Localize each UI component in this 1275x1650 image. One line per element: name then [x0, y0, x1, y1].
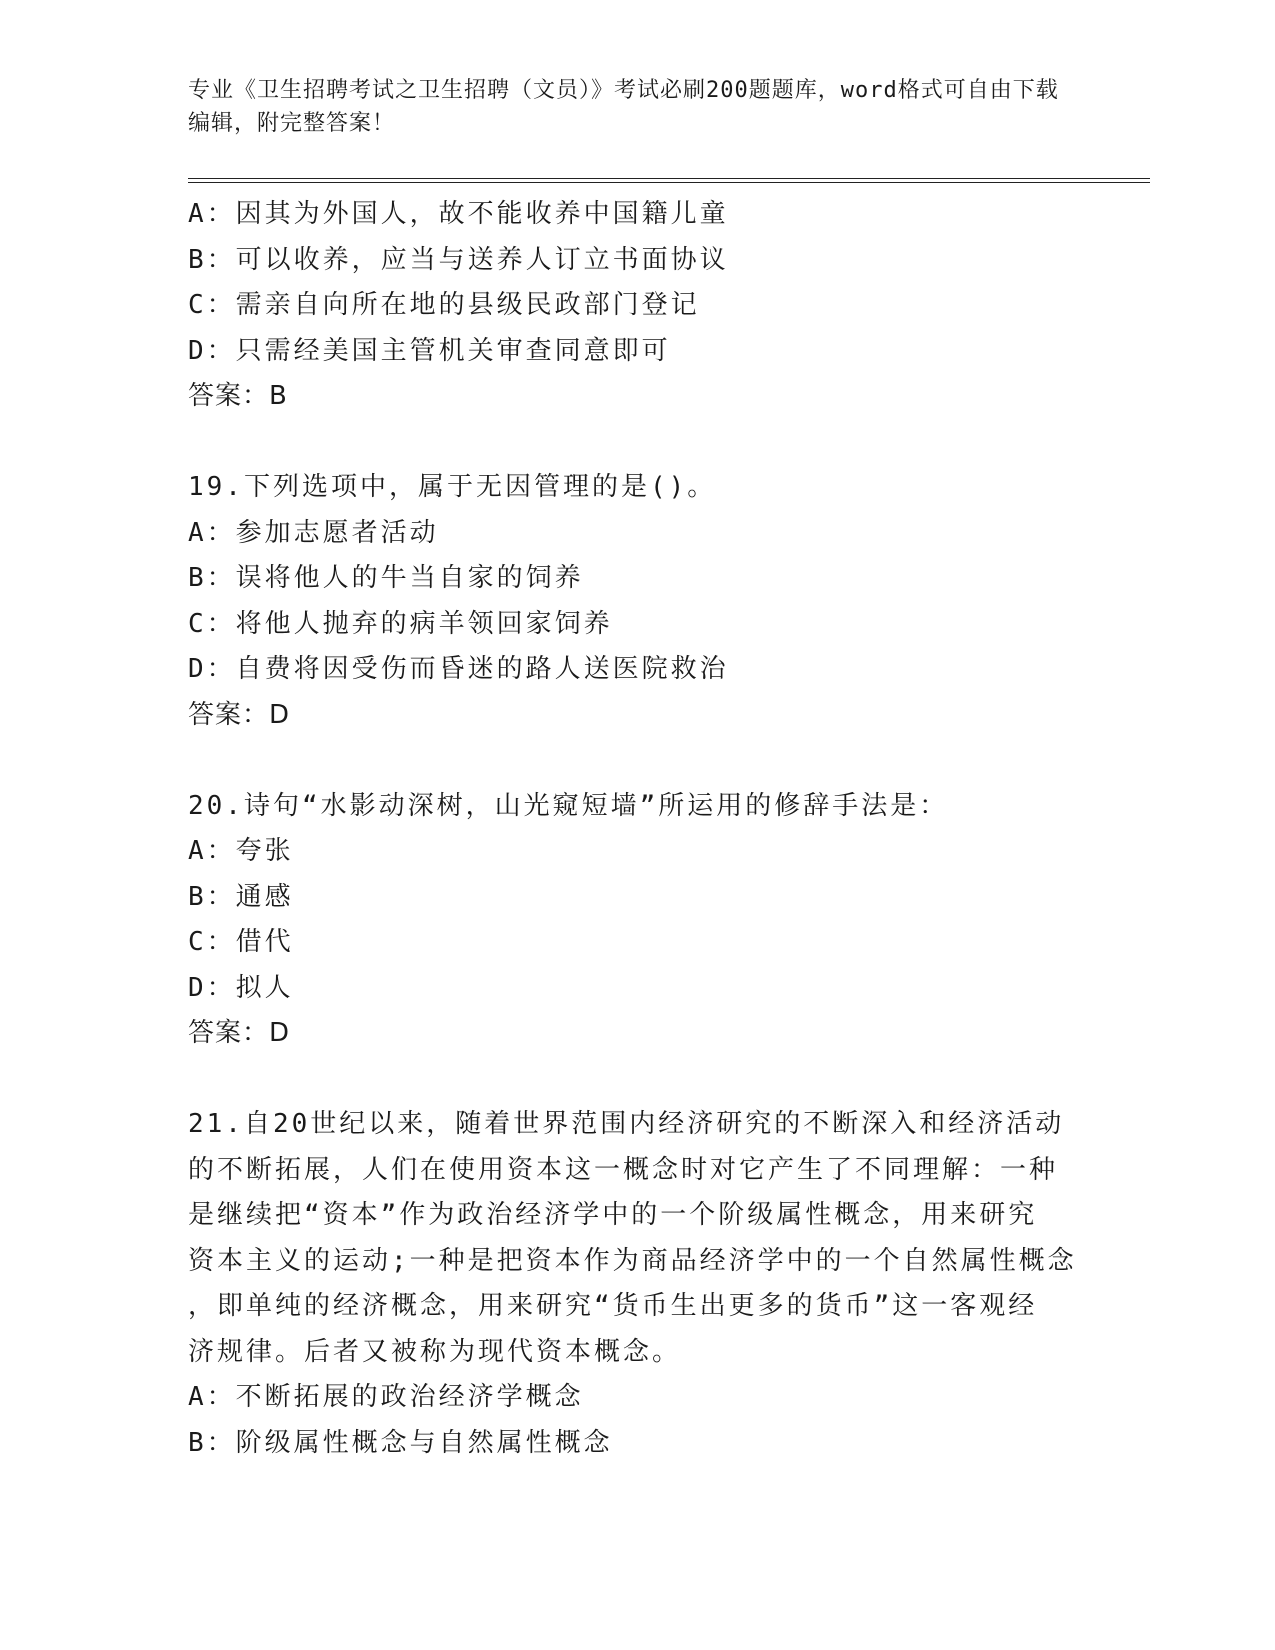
option-a: A：因其为外国人，故不能收养中国籍儿童 [188, 199, 729, 229]
question-content [188, 192, 1078, 1466]
answer: 答案：D [188, 699, 291, 730]
option-d: D：自费将因受伤而昏迷的路人送医院救治 [188, 654, 729, 684]
header-rule-top [188, 178, 1150, 179]
question-stem-line: 济规律。后者又被称为现代资本概念。 [188, 1336, 682, 1367]
question-18 [188, 192, 1078, 420]
option-c: C：需亲自向所在地的县级民政部门登记 [188, 290, 700, 320]
question-20 [188, 784, 1078, 1057]
spacer [188, 738, 1078, 784]
question-21 [188, 1102, 1078, 1466]
option-d: D：拟人 [188, 972, 294, 1003]
option-a: A：参加志愿者活动 [188, 517, 439, 548]
question-stem: 19.下列选项中，属于无因管理的是()。 [188, 472, 717, 502]
option-a: A：不断拓展的政治经济学概念 [188, 1382, 584, 1412]
spacer [188, 1057, 1078, 1103]
answer: 答案：D [188, 1018, 291, 1048]
option-b: B：阶级属性概念与自然属性概念 [188, 1427, 613, 1458]
question-stem-line: 是继续把“资本”作为政治经济学中的一个阶级属性概念，用来研究 [188, 1200, 1038, 1230]
option-a: A：夸张 [188, 836, 294, 866]
spacer [188, 420, 1078, 466]
option-c: C：将他人抛弃的病羊领回家饲养 [188, 608, 613, 639]
option-c: C：借代 [188, 927, 294, 957]
question-stem-line: ，即单纯的经济概念，用来研究“货币生出更多的货币”这一客观经 [188, 1291, 1038, 1321]
question-stem-line: 资本主义的运动;一种是把资本作为商品经济学中的一个自然属性概念 [188, 1245, 1077, 1276]
option-b: B：误将他人的牛当自家的饲养 [188, 563, 584, 593]
option-b: B：通感 [188, 881, 294, 912]
document-header [188, 74, 1068, 140]
option-d: D：只需经美国主管机关审查同意即可 [188, 335, 671, 366]
option-b: B：可以收养，应当与送养人订立书面协议 [188, 244, 729, 275]
answer: 答案：B [188, 381, 288, 411]
question-stem: 20.诗句“水影动深树，山光窥短墙”所运用的修辞手法是： [188, 790, 949, 821]
question-19 [188, 465, 1078, 738]
question-stem-line: 21.自20世纪以来，随着世界范围内经济研究的不断深入和经济活动 [188, 1109, 1065, 1139]
header-text: 专业《卫生招聘考试之卫生招聘（文员）》考试必刷200题题库，word格式可自由下载编辑，附完整答案！ [188, 78, 1059, 136]
header-rule-bottom [188, 182, 1150, 183]
question-stem-line: 的不断拓展，人们在使用资本这一概念时对它产生了不同理解：一种 [188, 1154, 1059, 1185]
